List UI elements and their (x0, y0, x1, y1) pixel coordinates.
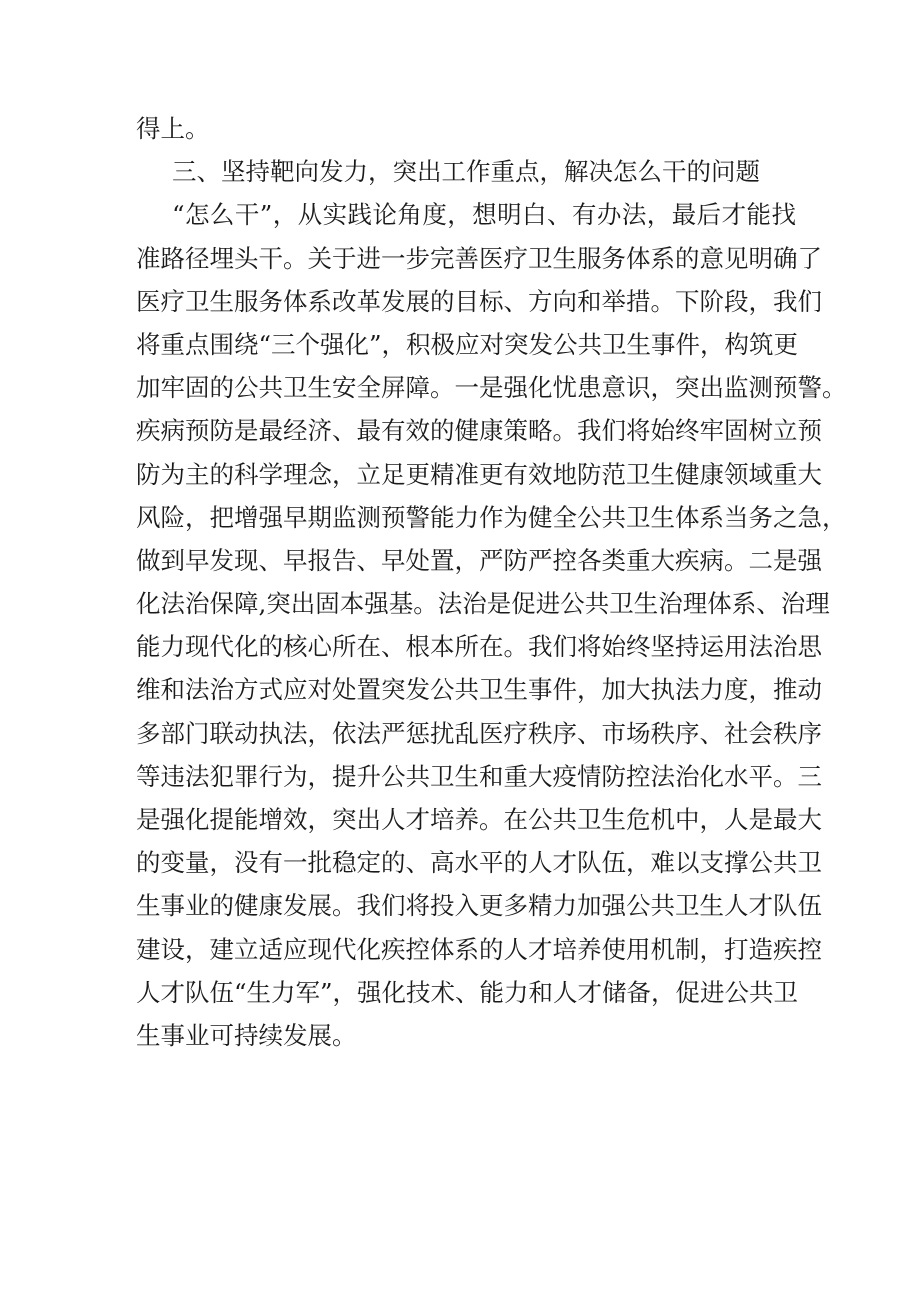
section-heading: 三、坚持靶向发力，突出工作重点，解决怎么干的问题 (172, 157, 760, 187)
continuation-line: 得上。 (136, 114, 210, 143)
document-body (136, 107, 847, 1057)
paragraph-line: 准路径埋头干。关于进一步完善医疗卫生服务体系的意见明确了 (136, 243, 822, 273)
paragraph-line: 将重点围绕“三个强化”，积极应对突发公共卫生事件，构筑更 (136, 329, 799, 359)
paragraph (136, 193, 847, 1057)
paragraph-line: 生事业的健康发展。我们将投入更多精力加强公共卫生人才队伍 (136, 891, 822, 921)
paragraph-line: 建设，建立适应现代化疾控体系的人才培养使用机制，打造疾控 (136, 934, 822, 964)
paragraph-line: “怎么干”，从实践论角度，想明白、有办法，最后才能找 (172, 200, 796, 230)
paragraph-line: 人才队伍“生力军”，强化技术、能力和人才储备，促进公共卫 (136, 977, 799, 1007)
paragraph-line: 是强化提能增效，突出人才培养。在公共卫生危机中，人是最大 (136, 805, 822, 834)
paragraph-line: 等违法犯罪行为，提升公共卫生和重大疫情防控法治化水平。三 (136, 761, 822, 791)
paragraph-line: 维和法治方式应对处置突发公共卫生事件，加大执法力度，推动 (136, 675, 822, 705)
paragraph-line: 做到早发现、早报告、早处置，严防严控各类重大疾病。二是强 (136, 545, 822, 575)
paragraph-line: 风险，把增强早期监测预警能力作为健全公共卫生体系当务之急， (136, 502, 847, 532)
paragraph-line: 的变量，没有一批稳定的、高水平的人才队伍，难以支撑公共卫 (136, 848, 822, 878)
paragraph-line: 加牢固的公共卫生安全屏障。一是强化忧患意识，突出监测预警。 (136, 373, 847, 403)
paragraph-line: 医疗卫生服务体系改革发展的目标、方向和举措。下阶段，我们 (136, 286, 822, 316)
paragraph-line: 化法治保障,突出固本强基。法治是促进公共卫生治理体系、治理 (136, 589, 830, 619)
paragraph-line: 疾病预防是最经济、最有效的健康策略。我们将始终牢固树立预 (136, 416, 822, 446)
paragraph-line: 多部门联动执法，依法严惩扰乱医疗秩序、市场秩序、社会秩序 (136, 718, 822, 748)
paragraph-line: 能力现代化的核心所在、根本所在。我们将始终坚持运用法治思 (136, 632, 822, 662)
paragraph-line: 防为主的科学理念，立足更精准更有效地防范卫生健康领域重大 (136, 459, 822, 489)
paragraph-line: 生事业可持续发展。 (136, 1020, 357, 1050)
